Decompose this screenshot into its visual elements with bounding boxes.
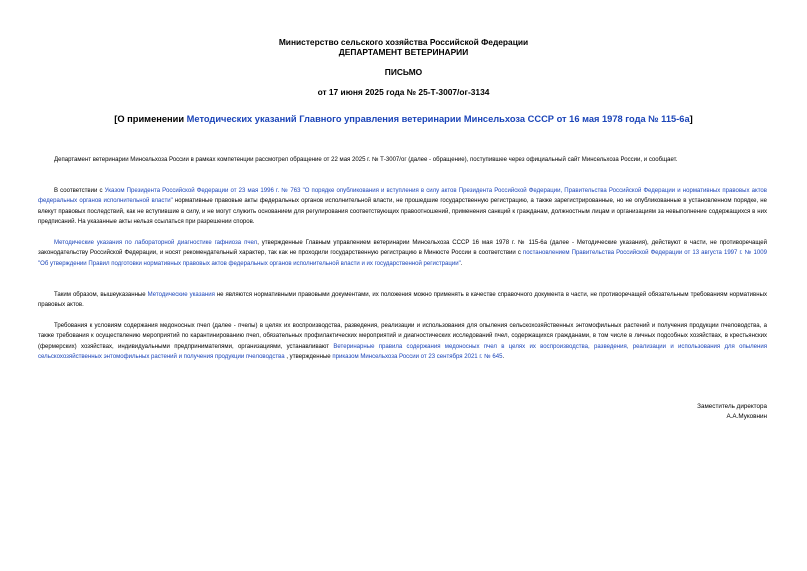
document-type: ПИСЬМО <box>384 67 423 77</box>
p4-text-1: Таким образом, вышеуказанные <box>54 292 148 298</box>
signatory-name: А.А.Муковнин <box>726 413 767 420</box>
p5-text-2: , утвержденные <box>284 353 333 360</box>
p5-text-3: . <box>502 353 505 360</box>
veterinary-rules-link[interactable]: Ветеринарные правила содержания медоносных пчел в целях их воспроизводства, разведения, реализации и использования для опыления сельскохозяйственных энтомофильных растений и получения продукции пчеловодства <box>38 343 767 360</box>
p3-text-1: , утвержденные Главным управлением ветеринарии Минсельхоза СССР 16 мая 1978 г. № 115-6а (далее - Методические указания), действуют в части, не противоречащей законодательству Российской Федерации, и носят рекомендательный характер, так как не проходили государственную регистрацию в Минюсте России в соответствии с <box>38 240 767 257</box>
title-link[interactable]: Методических указаний Главного управления ветеринарии Минсельхоза СССР от 16 мая 1978 года № 115-6а <box>186 114 690 124</box>
document-title <box>40 114 767 125</box>
department-name: ДЕПАРТАМЕНТ ВЕТЕРИНАРИИ <box>338 47 469 57</box>
p1-text: Департамент ветеринарии Минсельхоза России в рамках компетенции рассмотрел обращение от 22 мая 2025 г. № Т-3007/ог (далее - обращение), поступившее через официальный сайт Минсельхоза России, и сообщает. <box>54 157 678 163</box>
p2-text-1: В соответствии с <box>54 188 105 194</box>
p5-text-1: Требования к условиям содержания медоносных пчел (далее - пчелы) в целях их воспроизводства, разведения, реализации и использования для опыления сельскохозяйственных энтомофильных растений и получения продукции пчеловодства, а также требования к осуществлению мероприятий по карантинированию пчел, обязательных профилактических мероприятий и диагностических исследований пчел, содержащихся гражданами, в том числе в личных подсобных хозяйствах, в крестьянских (фермерских) хозяйствах, индивидуальными предпринимателями, организациями, устанавливают <box>38 323 767 350</box>
paragraph-1 <box>38 155 767 165</box>
paragraph-3 <box>38 238 767 269</box>
ministry-name: Министерство сельского хозяйства Российской Федерации <box>278 37 529 47</box>
document-date-number: от 17 июня 2025 года № 25-Т-3007/ог-3134 <box>317 87 490 97</box>
guidelines-link[interactable]: Методические указания <box>147 292 215 298</box>
p2-text-2: нормативные правовые акты федеральных органов исполнительной власти, не прошедшие государственную регистрацию, а также зарегистрированные, но не опубликованные в установленном порядке, не влекут правовых последствий, как не вступившие в силу, и не могут служить основанием для регулирования соответствующих правоотношений, применения санкций к гражданам, должностным лицам и организациям за невыполнение содержащихся в них предписаний. На указанные акты нельзя ссылаться при разрешении споров. <box>38 198 768 225</box>
methodical-guidelines-link[interactable]: Методические указания по лабораторной диагностике гафниоза пчел <box>54 240 258 246</box>
order-645-link[interactable]: приказом Минсельхоза России от 23 сентября 2021 г. № 645 <box>332 353 503 360</box>
paragraph-4 <box>38 290 767 311</box>
paragraph-5 <box>38 321 767 362</box>
title-suffix: ] <box>689 114 693 124</box>
title-prefix: [О применении <box>114 114 187 124</box>
paragraph-2 <box>38 186 767 227</box>
p3-text-2: . <box>460 260 463 267</box>
p4-text-2: не являются нормативными правовыми документами, их положения можно применять в качестве справочного документа в части, не противоречащей обязательным требованиям нормативных правовых актов. <box>38 292 767 309</box>
signatory-position: Заместитель директора <box>697 403 767 410</box>
decree-763-link[interactable]: Указом Президента Российской Федерации от 23 мая 1996 г. № 763 "О порядке опубликования и вступления в силу актов Президента Российской Федерации, Правительства Российской Федерации и нормативных правовых актов федеральных органов исполнительной власти" <box>38 188 767 205</box>
resolution-1009-link[interactable]: постановлением Правительства Российской Федерации от 13 августа 1997 г. № 1009 "Об утверждении Правил подготовки нормативных правовых актов федеральных органов исполнительной власти и их государственной регистрации" <box>38 250 767 267</box>
